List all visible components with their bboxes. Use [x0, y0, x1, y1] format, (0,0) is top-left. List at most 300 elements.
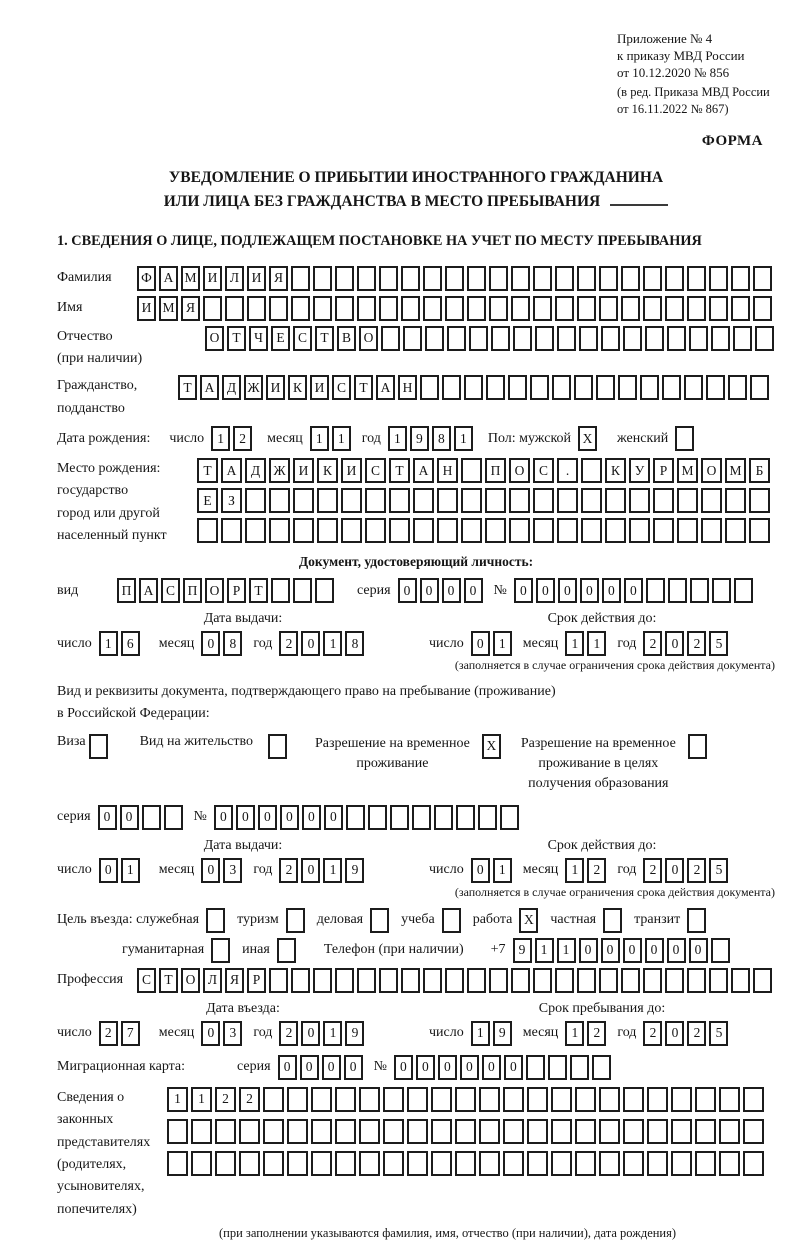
char-cell[interactable] [287, 1119, 308, 1144]
char-cell[interactable]: 2 [643, 631, 662, 656]
char-cell[interactable] [701, 518, 722, 543]
char-cell[interactable]: 0 [301, 858, 320, 883]
char-cell[interactable]: 1 [332, 426, 351, 451]
char-cell[interactable]: 2 [279, 858, 298, 883]
char-cell[interactable]: И [293, 458, 314, 483]
char-cell[interactable] [731, 266, 750, 291]
char-cell[interactable] [479, 1119, 500, 1144]
char-cell[interactable] [445, 968, 464, 993]
char-cell[interactable] [311, 1119, 332, 1144]
char-cell[interactable]: 9 [513, 938, 532, 963]
char-cell[interactable] [335, 266, 354, 291]
char-cell[interactable] [313, 266, 332, 291]
char-cell[interactable] [743, 1151, 764, 1176]
char-cell[interactable]: А [221, 458, 242, 483]
char-cell[interactable]: 8 [223, 631, 242, 656]
char-cell[interactable] [291, 266, 310, 291]
char-cell[interactable]: 9 [410, 426, 429, 451]
char-cell[interactable] [401, 296, 420, 321]
char-cell[interactable] [359, 1087, 380, 1112]
char-cell[interactable]: . [557, 458, 578, 483]
char-cell[interactable] [645, 326, 664, 351]
char-cell[interactable] [403, 326, 422, 351]
char-cell[interactable]: 0 [602, 578, 621, 603]
char-cell[interactable] [629, 488, 650, 513]
char-cell[interactable] [335, 296, 354, 321]
char-cell[interactable]: 2 [279, 1021, 298, 1046]
char-cell[interactable] [311, 1151, 332, 1176]
char-cell[interactable] [551, 1087, 572, 1112]
char-cell[interactable]: 0 [258, 805, 277, 830]
char-cell[interactable] [731, 296, 750, 321]
char-cell[interactable]: И [266, 375, 285, 400]
char-cell[interactable]: С [533, 458, 554, 483]
char-cell[interactable]: М [181, 266, 200, 291]
char-cell[interactable]: 0 [471, 631, 490, 656]
char-cell[interactable]: 0 [214, 805, 233, 830]
char-cell[interactable] [269, 296, 288, 321]
char-cell[interactable]: Т [354, 375, 373, 400]
char-cell[interactable] [734, 578, 753, 603]
char-cell[interactable] [269, 518, 290, 543]
char-cell[interactable]: 6 [121, 631, 140, 656]
char-cell[interactable] [379, 296, 398, 321]
char-cell[interactable]: Ж [244, 375, 263, 400]
char-cell[interactable] [442, 375, 461, 400]
char-cell[interactable]: 0 [623, 938, 642, 963]
char-cell[interactable]: 5 [709, 1021, 728, 1046]
char-cell[interactable]: 1 [565, 858, 584, 883]
char-cell[interactable]: И [310, 375, 329, 400]
char-cell[interactable] [407, 1151, 428, 1176]
char-cell[interactable] [478, 805, 497, 830]
char-cell[interactable] [755, 326, 774, 351]
char-cell[interactable] [555, 296, 574, 321]
char-cell[interactable]: 2 [215, 1087, 236, 1112]
char-cell[interactable] [509, 518, 530, 543]
char-cell[interactable]: 1 [565, 631, 584, 656]
purpose-private-checkbox[interactable] [603, 908, 622, 933]
char-cell[interactable]: Я [269, 266, 288, 291]
char-cell[interactable]: 0 [471, 858, 490, 883]
char-cell[interactable]: 0 [460, 1055, 479, 1080]
char-cell[interactable] [753, 968, 772, 993]
char-cell[interactable]: С [137, 968, 156, 993]
char-cell[interactable] [577, 266, 596, 291]
char-cell[interactable] [291, 968, 310, 993]
char-cell[interactable]: Т [197, 458, 218, 483]
char-cell[interactable] [191, 1119, 212, 1144]
char-cell[interactable] [486, 375, 505, 400]
char-cell[interactable]: 0 [324, 805, 343, 830]
char-cell[interactable] [509, 488, 530, 513]
char-cell[interactable]: И [137, 296, 156, 321]
char-cell[interactable]: П [485, 458, 506, 483]
char-cell[interactable] [719, 1151, 740, 1176]
char-cell[interactable]: 0 [120, 805, 139, 830]
char-cell[interactable] [605, 518, 626, 543]
char-cell[interactable]: 1 [310, 426, 329, 451]
char-cell[interactable]: Я [225, 968, 244, 993]
char-cell[interactable]: О [205, 326, 224, 351]
char-cell[interactable] [431, 1151, 452, 1176]
char-cell[interactable] [508, 375, 527, 400]
char-cell[interactable]: 2 [279, 631, 298, 656]
char-cell[interactable]: А [413, 458, 434, 483]
char-cell[interactable] [533, 266, 552, 291]
char-cell[interactable]: 3 [223, 858, 242, 883]
char-cell[interactable]: 2 [687, 631, 706, 656]
char-cell[interactable] [662, 375, 681, 400]
char-cell[interactable]: 0 [601, 938, 620, 963]
char-cell[interactable]: Т [178, 375, 197, 400]
char-cell[interactable] [335, 1151, 356, 1176]
char-cell[interactable]: 2 [643, 858, 662, 883]
char-cell[interactable]: Е [197, 488, 218, 513]
char-cell[interactable]: 1 [323, 858, 342, 883]
char-cell[interactable]: 2 [587, 858, 606, 883]
char-cell[interactable]: 8 [432, 426, 451, 451]
char-cell[interactable] [423, 266, 442, 291]
char-cell[interactable]: 1 [587, 631, 606, 656]
char-cell[interactable]: М [159, 296, 178, 321]
char-cell[interactable] [701, 488, 722, 513]
char-cell[interactable] [167, 1119, 188, 1144]
char-cell[interactable] [647, 1119, 668, 1144]
char-cell[interactable] [357, 968, 376, 993]
char-cell[interactable] [461, 458, 482, 483]
char-cell[interactable]: А [139, 578, 158, 603]
char-cell[interactable] [695, 1119, 716, 1144]
char-cell[interactable]: Ж [269, 458, 290, 483]
char-cell[interactable] [503, 1119, 524, 1144]
char-cell[interactable] [341, 518, 362, 543]
char-cell[interactable]: Т [249, 578, 268, 603]
char-cell[interactable] [434, 805, 453, 830]
char-cell[interactable]: 0 [420, 578, 439, 603]
char-cell[interactable] [711, 938, 730, 963]
char-cell[interactable] [643, 266, 662, 291]
char-cell[interactable] [359, 1119, 380, 1144]
char-cell[interactable]: 9 [493, 1021, 512, 1046]
char-cell[interactable] [412, 805, 431, 830]
char-cell[interactable] [557, 518, 578, 543]
char-cell[interactable] [167, 1151, 188, 1176]
char-cell[interactable] [557, 326, 576, 351]
char-cell[interactable]: 0 [280, 805, 299, 830]
char-cell[interactable]: О [181, 968, 200, 993]
char-cell[interactable] [599, 1087, 620, 1112]
char-cell[interactable] [365, 518, 386, 543]
char-cell[interactable]: Ф [137, 266, 156, 291]
char-cell[interactable] [423, 296, 442, 321]
char-cell[interactable] [464, 375, 483, 400]
char-cell[interactable] [623, 326, 642, 351]
char-cell[interactable] [671, 1151, 692, 1176]
char-cell[interactable] [623, 1087, 644, 1112]
char-cell[interactable]: 0 [98, 805, 117, 830]
char-cell[interactable]: 2 [233, 426, 252, 451]
char-cell[interactable] [437, 518, 458, 543]
char-cell[interactable] [513, 326, 532, 351]
char-cell[interactable] [293, 518, 314, 543]
char-cell[interactable] [467, 968, 486, 993]
char-cell[interactable] [731, 968, 750, 993]
char-cell[interactable]: Т [315, 326, 334, 351]
char-cell[interactable]: 0 [201, 858, 220, 883]
char-cell[interactable]: О [359, 326, 378, 351]
char-cell[interactable]: 5 [709, 858, 728, 883]
char-cell[interactable] [357, 296, 376, 321]
char-cell[interactable] [530, 375, 549, 400]
char-cell[interactable] [311, 1087, 332, 1112]
char-cell[interactable]: С [161, 578, 180, 603]
char-cell[interactable] [647, 1151, 668, 1176]
char-cell[interactable]: Б [749, 458, 770, 483]
char-cell[interactable] [599, 968, 618, 993]
char-cell[interactable] [447, 326, 466, 351]
char-cell[interactable] [709, 296, 728, 321]
purpose-work-checkbox[interactable]: X [519, 908, 538, 933]
char-cell[interactable] [629, 518, 650, 543]
char-cell[interactable] [665, 266, 684, 291]
char-cell[interactable] [455, 1119, 476, 1144]
char-cell[interactable]: М [725, 458, 746, 483]
char-cell[interactable] [621, 296, 640, 321]
char-cell[interactable] [431, 1119, 452, 1144]
char-cell[interactable] [368, 805, 387, 830]
char-cell[interactable]: 2 [643, 1021, 662, 1046]
char-cell[interactable] [527, 1119, 548, 1144]
char-cell[interactable] [317, 518, 338, 543]
char-cell[interactable]: 1 [121, 858, 140, 883]
char-cell[interactable]: 1 [493, 631, 512, 656]
char-cell[interactable] [425, 326, 444, 351]
char-cell[interactable] [695, 1151, 716, 1176]
char-cell[interactable] [335, 1119, 356, 1144]
char-cell[interactable]: 0 [579, 938, 598, 963]
char-cell[interactable] [575, 1119, 596, 1144]
char-cell[interactable]: 0 [514, 578, 533, 603]
char-cell[interactable] [461, 488, 482, 513]
char-cell[interactable]: Н [437, 458, 458, 483]
char-cell[interactable] [445, 266, 464, 291]
char-cell[interactable] [643, 968, 662, 993]
char-cell[interactable] [551, 1151, 572, 1176]
char-cell[interactable] [215, 1119, 236, 1144]
char-cell[interactable] [359, 1151, 380, 1176]
char-cell[interactable]: 0 [301, 631, 320, 656]
char-cell[interactable]: К [288, 375, 307, 400]
char-cell[interactable] [575, 1087, 596, 1112]
char-cell[interactable] [221, 518, 242, 543]
char-cell[interactable] [239, 1119, 260, 1144]
char-cell[interactable] [263, 1119, 284, 1144]
char-cell[interactable] [689, 326, 708, 351]
char-cell[interactable] [592, 1055, 611, 1080]
char-cell[interactable] [503, 1151, 524, 1176]
char-cell[interactable]: 0 [645, 938, 664, 963]
char-cell[interactable]: 0 [322, 1055, 341, 1080]
male-checkbox[interactable]: X [578, 426, 597, 451]
char-cell[interactable] [489, 266, 508, 291]
char-cell[interactable]: 0 [665, 631, 684, 656]
char-cell[interactable] [389, 488, 410, 513]
char-cell[interactable]: Т [227, 326, 246, 351]
char-cell[interactable]: 1 [323, 1021, 342, 1046]
char-cell[interactable] [500, 805, 519, 830]
char-cell[interactable] [733, 326, 752, 351]
char-cell[interactable] [390, 805, 409, 830]
char-cell[interactable]: 0 [201, 631, 220, 656]
char-cell[interactable] [712, 578, 731, 603]
char-cell[interactable] [557, 488, 578, 513]
char-cell[interactable] [601, 326, 620, 351]
char-cell[interactable] [533, 968, 552, 993]
char-cell[interactable] [690, 578, 709, 603]
char-cell[interactable] [401, 968, 420, 993]
char-cell[interactable] [599, 296, 618, 321]
char-cell[interactable] [164, 805, 183, 830]
char-cell[interactable] [489, 296, 508, 321]
char-cell[interactable] [365, 488, 386, 513]
char-cell[interactable] [341, 488, 362, 513]
char-cell[interactable] [293, 578, 312, 603]
char-cell[interactable] [527, 1087, 548, 1112]
char-cell[interactable] [596, 375, 615, 400]
char-cell[interactable]: Т [159, 968, 178, 993]
char-cell[interactable] [653, 488, 674, 513]
purpose-tourism-checkbox[interactable] [286, 908, 305, 933]
char-cell[interactable] [245, 518, 266, 543]
char-cell[interactable] [269, 488, 290, 513]
char-cell[interactable]: 1 [454, 426, 473, 451]
char-cell[interactable]: 0 [301, 1021, 320, 1046]
char-cell[interactable] [485, 518, 506, 543]
char-cell[interactable] [687, 296, 706, 321]
char-cell[interactable] [489, 968, 508, 993]
char-cell[interactable] [455, 1151, 476, 1176]
char-cell[interactable] [379, 266, 398, 291]
purpose-transit-checkbox[interactable] [687, 908, 706, 933]
char-cell[interactable] [456, 805, 475, 830]
char-cell[interactable] [263, 1087, 284, 1112]
char-cell[interactable] [677, 488, 698, 513]
char-cell[interactable]: 0 [344, 1055, 363, 1080]
char-cell[interactable] [413, 518, 434, 543]
char-cell[interactable] [623, 1151, 644, 1176]
char-cell[interactable]: 3 [223, 1021, 242, 1046]
char-cell[interactable] [287, 1087, 308, 1112]
char-cell[interactable]: 0 [665, 1021, 684, 1046]
char-cell[interactable] [599, 266, 618, 291]
char-cell[interactable] [315, 578, 334, 603]
char-cell[interactable] [313, 968, 332, 993]
char-cell[interactable]: 2 [99, 1021, 118, 1046]
char-cell[interactable] [665, 296, 684, 321]
female-checkbox[interactable] [675, 426, 694, 451]
char-cell[interactable]: 1 [471, 1021, 490, 1046]
char-cell[interactable] [579, 326, 598, 351]
char-cell[interactable] [725, 488, 746, 513]
char-cell[interactable] [291, 296, 310, 321]
char-cell[interactable]: 0 [558, 578, 577, 603]
char-cell[interactable] [719, 1119, 740, 1144]
char-cell[interactable] [548, 1055, 567, 1080]
char-cell[interactable] [647, 1087, 668, 1112]
char-cell[interactable]: Н [398, 375, 417, 400]
char-cell[interactable] [667, 326, 686, 351]
char-cell[interactable] [203, 296, 222, 321]
char-cell[interactable] [383, 1087, 404, 1112]
char-cell[interactable]: И [341, 458, 362, 483]
temp-residence-checkbox[interactable]: X [482, 734, 501, 759]
char-cell[interactable]: 1 [211, 426, 230, 451]
char-cell[interactable] [461, 518, 482, 543]
char-cell[interactable]: 1 [99, 631, 118, 656]
char-cell[interactable]: 0 [442, 578, 461, 603]
purpose-business-checkbox[interactable] [370, 908, 389, 933]
char-cell[interactable] [445, 296, 464, 321]
char-cell[interactable] [533, 518, 554, 543]
char-cell[interactable] [197, 518, 218, 543]
char-cell[interactable] [575, 1151, 596, 1176]
char-cell[interactable]: 0 [99, 858, 118, 883]
char-cell[interactable]: А [159, 266, 178, 291]
char-cell[interactable] [526, 1055, 545, 1080]
char-cell[interactable] [719, 1087, 740, 1112]
char-cell[interactable]: Д [222, 375, 241, 400]
char-cell[interactable] [706, 375, 725, 400]
char-cell[interactable]: 7 [121, 1021, 140, 1046]
char-cell[interactable]: 0 [667, 938, 686, 963]
char-cell[interactable]: К [317, 458, 338, 483]
char-cell[interactable]: 0 [300, 1055, 319, 1080]
char-cell[interactable] [431, 1087, 452, 1112]
char-cell[interactable]: 0 [201, 1021, 220, 1046]
char-cell[interactable] [511, 266, 530, 291]
residence-permit-checkbox[interactable] [268, 734, 287, 759]
char-cell[interactable] [570, 1055, 589, 1080]
char-cell[interactable] [728, 375, 747, 400]
char-cell[interactable] [574, 375, 593, 400]
char-cell[interactable] [671, 1119, 692, 1144]
purpose-other-checkbox[interactable] [277, 938, 296, 963]
char-cell[interactable] [743, 1119, 764, 1144]
char-cell[interactable] [437, 488, 458, 513]
char-cell[interactable] [643, 296, 662, 321]
char-cell[interactable]: П [183, 578, 202, 603]
char-cell[interactable]: З [221, 488, 242, 513]
char-cell[interactable] [623, 1119, 644, 1144]
char-cell[interactable] [749, 488, 770, 513]
char-cell[interactable]: Д [245, 458, 266, 483]
char-cell[interactable]: И [203, 266, 222, 291]
char-cell[interactable] [555, 266, 574, 291]
char-cell[interactable] [317, 488, 338, 513]
char-cell[interactable]: 0 [416, 1055, 435, 1080]
char-cell[interactable]: 1 [191, 1087, 212, 1112]
char-cell[interactable] [621, 266, 640, 291]
char-cell[interactable]: 0 [580, 578, 599, 603]
char-cell[interactable] [687, 266, 706, 291]
char-cell[interactable] [709, 968, 728, 993]
char-cell[interactable]: 2 [687, 858, 706, 883]
char-cell[interactable]: 1 [565, 1021, 584, 1046]
char-cell[interactable] [455, 1087, 476, 1112]
char-cell[interactable]: 1 [493, 858, 512, 883]
char-cell[interactable] [668, 578, 687, 603]
